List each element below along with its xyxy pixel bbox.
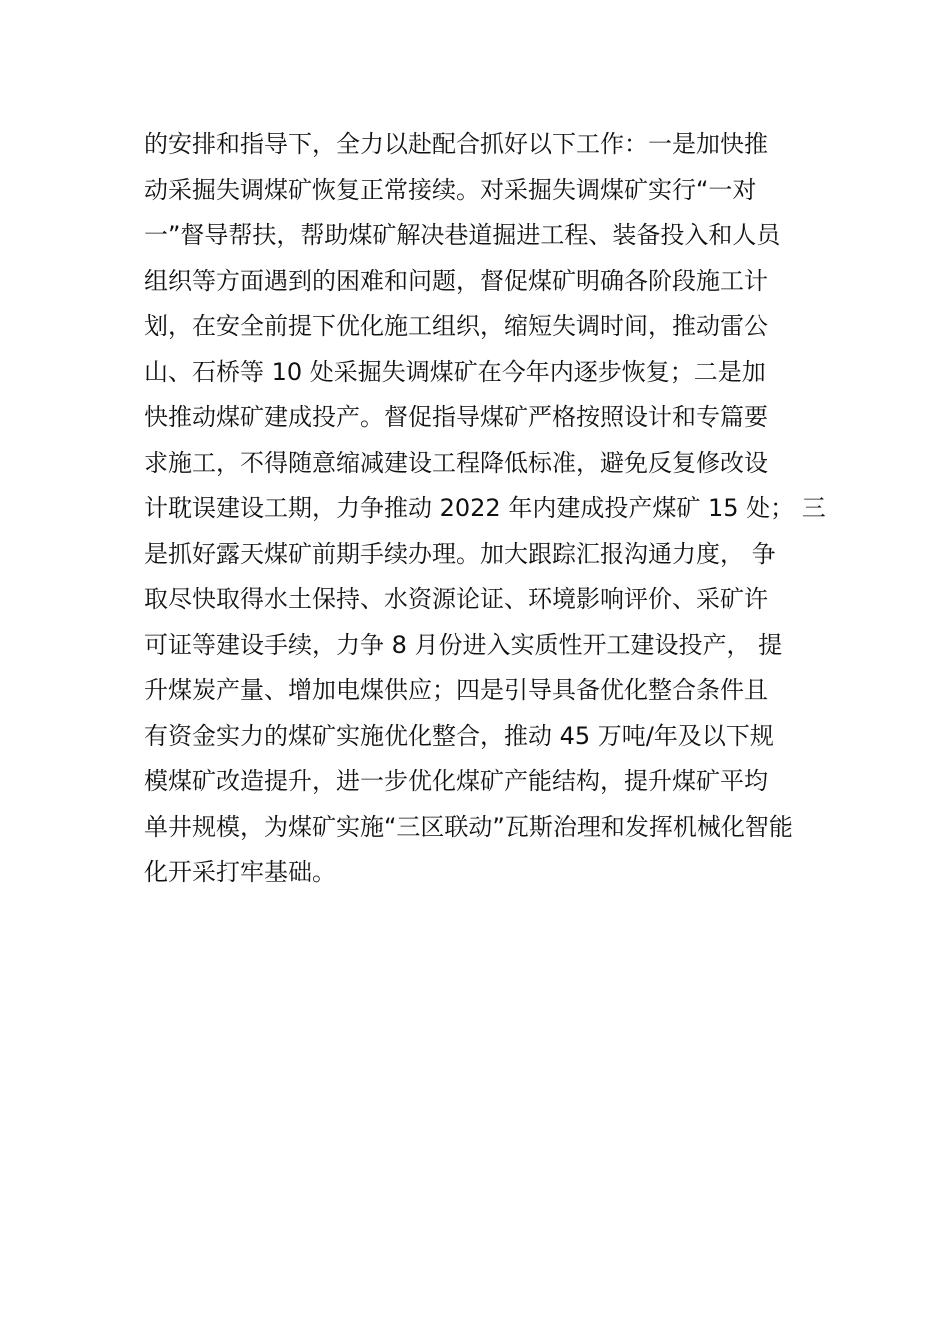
text-line: 计耽误建设工期，力争推动 2022 年内建成投产煤矿 15 处； 三 xyxy=(144,494,826,522)
text-line: 快推动煤矿建成投产。督促指导煤矿严格按照设计和专篇要 xyxy=(144,403,768,431)
text-line: 组织等方面遇到的困难和问题，督促煤矿明确各阶段施工计 xyxy=(144,266,768,295)
text-line: 升煤炭产量、增加电煤供应；四是引导具备优化整合条件且 xyxy=(144,676,768,704)
text-line: 单井规模，为煤矿实施“三区联动”瓦斯治理和发挥机械化智能 xyxy=(144,812,793,841)
text-line: 有资金实力的煤矿实施优化整合，推动 45 万吨/年及以下规 xyxy=(144,721,774,750)
text-line: 划，在安全前提下优化施工组织，缩短失调时间，推动雷公 xyxy=(144,312,768,340)
text-line: 取尽快取得水土保持、水资源论证、环境影响评价、采矿许 xyxy=(144,585,768,613)
text-line: 是抓好露天煤矿前期手续办理。加大跟踪汇报沟通力度， 争 xyxy=(144,539,776,568)
text-line: 模煤矿改造提升，进一步优化煤矿产能结构，提升煤矿平均 xyxy=(144,767,768,795)
text-line: 一”督导帮扶，帮助煤矿解决巷道掘进工程、装备投入和人员 xyxy=(144,221,781,249)
text-line: 的安排和指导下，全力以赴配合抓好以下工作：一是加快推 xyxy=(144,130,768,158)
text-line: 求施工，不得随意缩减建设工程降低标准，避免反复修改设 xyxy=(144,448,768,477)
body-paragraph xyxy=(144,122,824,896)
text-line: 可证等建设手续，力争 8 月份进入实质性开工建设投产， 提 xyxy=(144,630,783,659)
text-line: 动采掘失调煤矿恢复正常接续。对采掘失调煤矿实行“一对 xyxy=(144,175,757,204)
text-line: 化开采打牢基础。 xyxy=(144,858,336,886)
text-line: 山、石桥等 10 处采掘失调煤矿在今年内逐步恢复；二是加 xyxy=(144,357,766,386)
